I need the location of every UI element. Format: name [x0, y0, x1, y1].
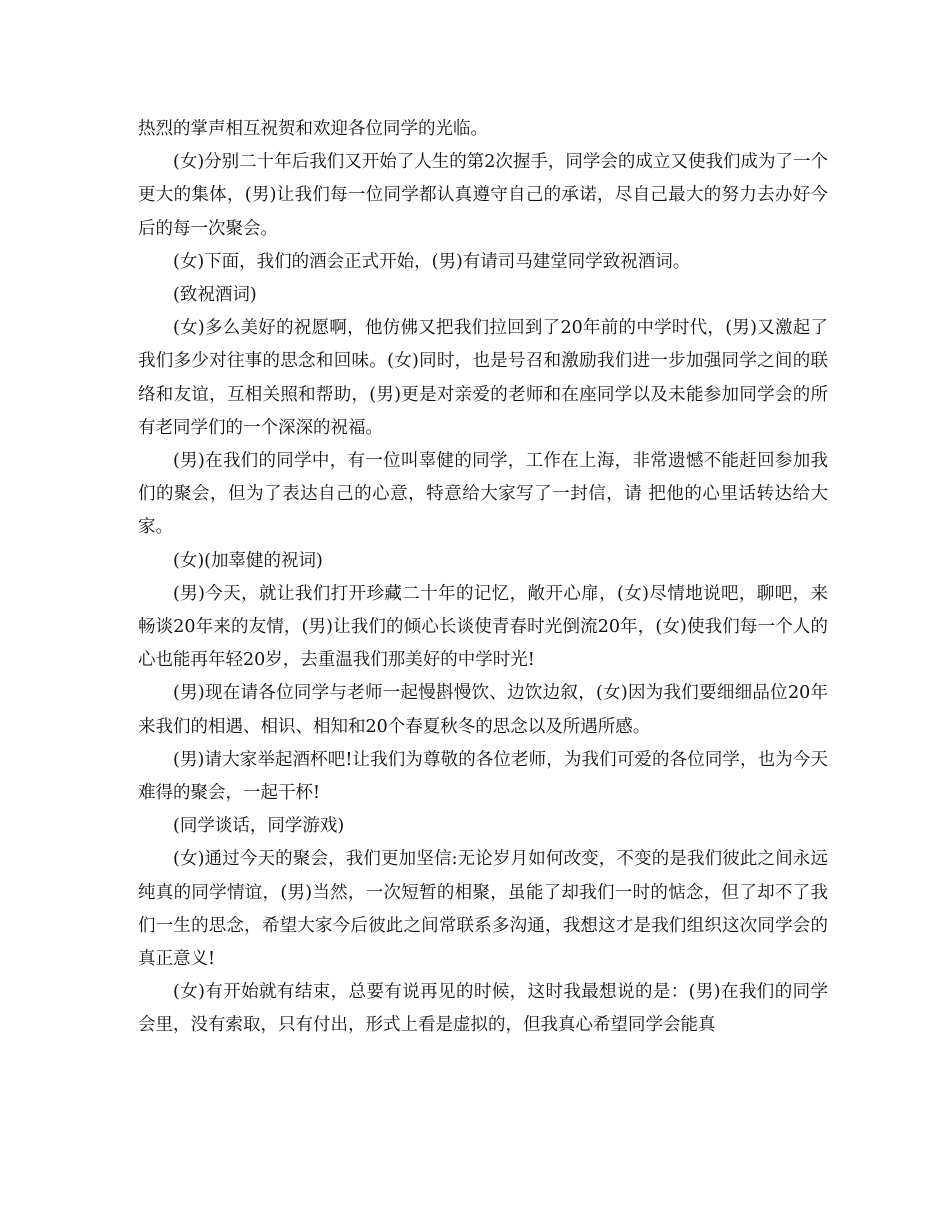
paragraph-10: (男)请大家举起酒杯吧!让我们为尊敬的各位老师，为我们可爱的各位同学，也为今天难得的聚会，一起干杯!	[138, 749, 828, 804]
paragraph-3: (女)下面，我们的酒会正式开始，(男)有请司马建堂同学致祝酒词。	[173, 251, 691, 272]
paragraph-5: (女)多么美好的祝愿啊，他仿佛又把我们拉回到了20年前的中学时代，(男)又激起了我们多少对往事的思念和回味。(女)同时，也是号召和激励我们进一步加强同学之间的联络和友谊，互相关照和帮助，(男)更是对亲爱的老师和在座同学以及未能参加同学会的所有老同学们的一个深深的祝福。	[138, 318, 828, 438]
paragraph-11: (同学谈话，同学游戏)	[173, 816, 345, 837]
paragraph-2: (女)分别二十年后我们又开始了人生的第2次握手，同学会的成立又使我们成为了一个更大的集体，(男)让我们每一位同学都认真遵守自己的承诺，尽自己最大的努力去办好今后的每一次聚会。	[138, 152, 828, 239]
paragraph-4: (致祝酒词)	[173, 285, 257, 306]
document-body	[138, 113, 828, 1043]
paragraph-9: (男)现在请各位同学与老师一起慢斟慢饮、边饮边叙，(女)因为我们要细细品位20年来我们的相遇、相识、相知和20个春夏秋冬的思念以及所遇所感。	[138, 683, 828, 737]
paragraph-1: 热烈的掌声相互祝贺和欢迎各位同学的光临。	[138, 119, 488, 139]
paragraph-6: (男)在我们的同学中，有一位叫辜健的同学，工作在上海，非常遗憾不能赶回参加我们的聚会，但为了表达自己的心意，特意给大家写了一封信，请 把他的心里话转达给大家。	[138, 451, 828, 538]
paragraph-12: (女)通过今天的聚会，我们更加坚信:无论岁月如何改变，不变的是我们彼此之间永远纯真的同学情谊，(男)当然，一次短暂的相聚，虽能了却我们一时的惦念，但了却不了我们一生的思念，希望大家今后彼此之间常联系多沟通，我想这才是我们组织这次同学会的真正意义!	[138, 849, 828, 970]
paragraph-8: (男)今天，就让我们打开珍藏二十年的记忆，敞开心扉，(女)尽情地说吧，聊吧，来畅谈20年来的友情，(男)让我们的倾心长谈使青春时光倒流20年，(女)使我们每一个人的心也能再年轻20岁，去重温我们那美好的中学时光!	[138, 583, 828, 671]
paragraph-13: (女)有开始就有结束，总要有说再见的时候，这时我最想说的是：(男)在我们的同学会里，没有索取，只有付出，形式上看是虚拟的，但我真心希望同学会能真	[138, 982, 828, 1036]
paragraph-7: (女)(加辜健的祝词)	[173, 550, 323, 571]
